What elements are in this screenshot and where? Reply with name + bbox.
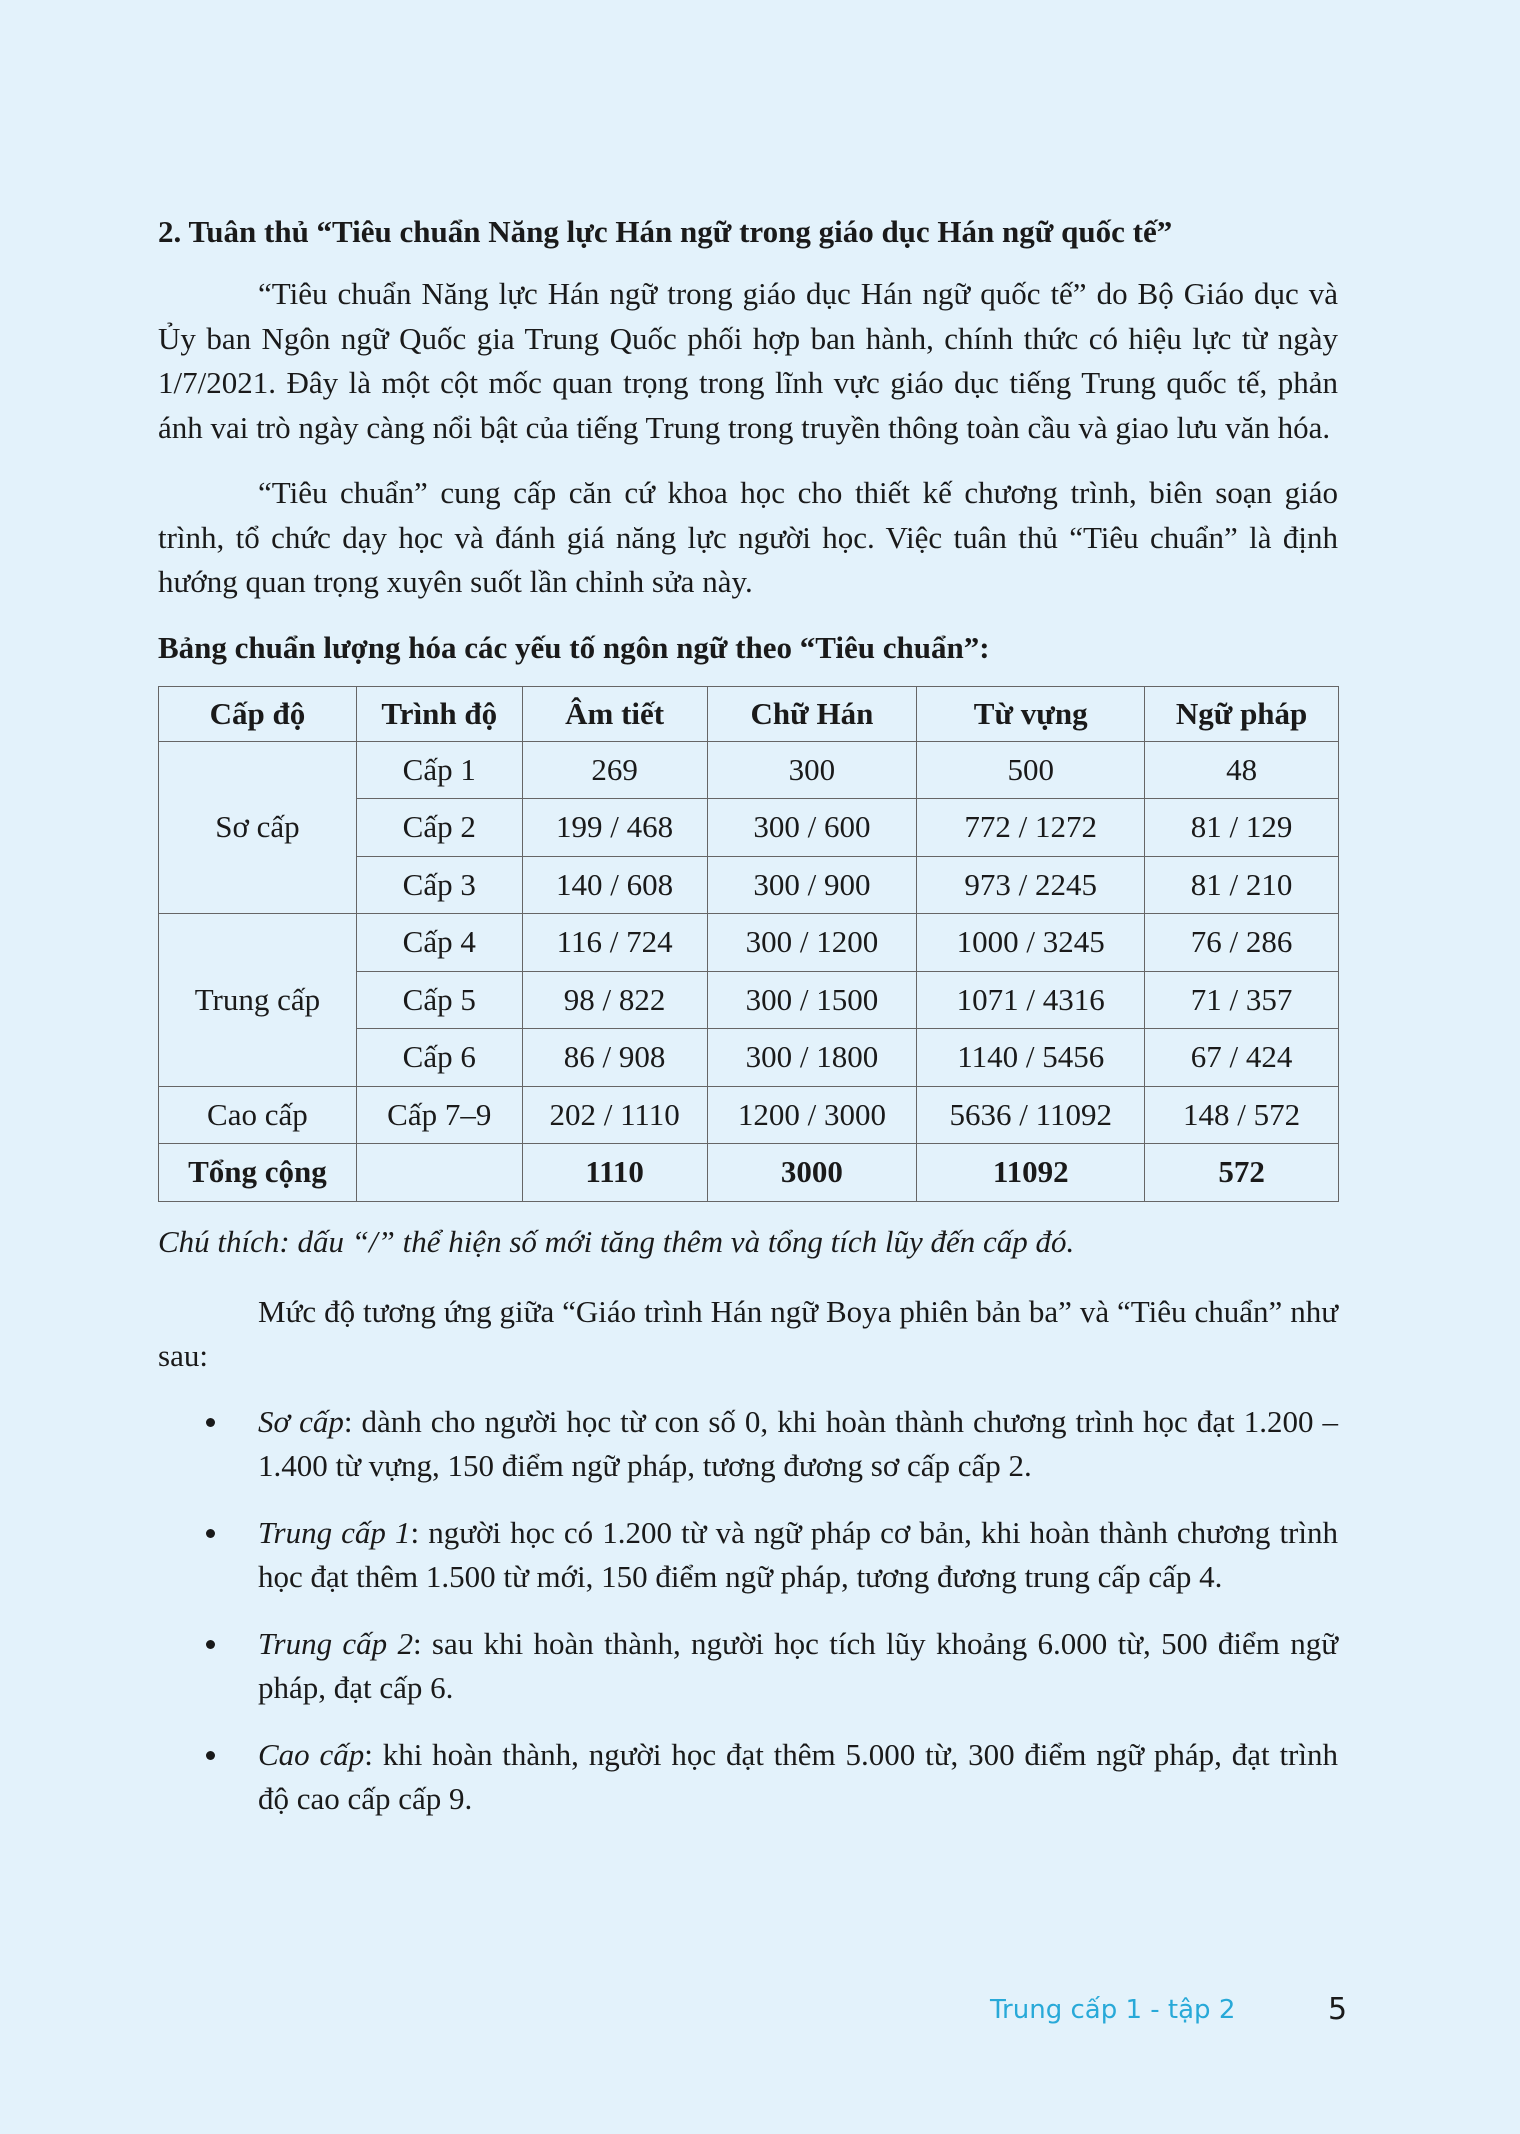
level-list <box>158 1400 1338 1822</box>
bullet-icon <box>206 1418 215 1427</box>
standard-paragraph: “Tiêu chuẩn” cung cấp căn cứ khoa học cho thiết kế chương trình, biên soạn giáo trình, tổ chức dạy học và đánh giá năng lực người học. Việc tuân thủ “Tiêu chuẩn” là định hướng quan trọng xuyên suốt lần chỉnh sửa này. <box>158 475 1338 599</box>
table-cell: 1071 / 4316 <box>917 971 1145 1029</box>
table-cell: 71 / 357 <box>1145 971 1339 1029</box>
table-cell: 1140 / 5456 <box>917 1029 1145 1087</box>
list-item <box>158 1511 1338 1600</box>
table-cell: 5636 / 11092 <box>917 1086 1145 1144</box>
table-cell: 199 / 468 <box>522 799 707 857</box>
table-cell: 572 <box>1145 1144 1339 1202</box>
list-item <box>158 1622 1338 1711</box>
total-row <box>159 1144 1339 1202</box>
table-cell: 300 / 1500 <box>707 971 917 1029</box>
table-cell: 1000 / 3245 <box>917 914 1145 972</box>
bullet-icon <box>206 1529 215 1538</box>
table-row <box>159 741 1339 799</box>
table-cell: 300 <box>707 741 917 799</box>
table-row <box>159 1086 1339 1144</box>
list-item-text: : dành cho người học từ con số 0, khi hoàn thành chương trình học đạt 1.200 – 1.400 từ vựng, 150 điểm ngữ pháp, tương đương sơ cấp cấp 2. <box>258 1403 1338 1483</box>
table-cell: Cấp 4 <box>356 914 522 972</box>
table-cell: 76 / 286 <box>1145 914 1339 972</box>
header-cell: Âm tiết <box>522 686 707 741</box>
group-cell: Cao cấp <box>159 1086 357 1144</box>
header-cell: Trình độ <box>356 686 522 741</box>
table-cell: 81 / 210 <box>1145 856 1339 914</box>
list-item-label: Sơ cấp <box>258 1403 344 1439</box>
table-cell: 98 / 822 <box>522 971 707 1029</box>
table-title: Bảng chuẩn lượng hóa các yếu tố ngôn ngữ theo “Tiêu chuẩn”: <box>158 629 990 665</box>
table-cell: 11092 <box>917 1144 1145 1202</box>
header-cell: Cấp độ <box>159 686 357 741</box>
table-cell: Cấp 6 <box>356 1029 522 1087</box>
bullet-icon <box>206 1751 215 1760</box>
table-cell: 202 / 1110 <box>522 1086 707 1144</box>
group-cell: Trung cấp <box>159 914 357 1087</box>
group-cell: Sơ cấp <box>159 741 357 914</box>
list-item <box>158 1733 1338 1822</box>
table-note: Chú thích: dấu “/” thể hiện số mới tăng thêm và tổng tích lũy đến cấp đó. <box>158 1223 1075 1259</box>
header-cell: Chữ Hán <box>707 686 917 741</box>
quantification-table <box>158 686 1339 1202</box>
table-cell: Cấp 1 <box>356 741 522 799</box>
table-cell: 500 <box>917 741 1145 799</box>
list-item-label: Trung cấp 2 <box>258 1625 413 1661</box>
table-cell: 3000 <box>707 1144 917 1202</box>
table-cell: 48 <box>1145 741 1339 799</box>
table-cell: 140 / 608 <box>522 856 707 914</box>
list-item-text: : người học có 1.200 từ và ngữ pháp cơ bản, khi hoàn thành chương trình học đạt thêm 1.500 từ mới, 150 điểm ngữ pháp, tương đương trung cấp cấp 4. <box>258 1514 1338 1594</box>
list-item-text: : khi hoàn thành, người học đạt thêm 5.000 từ, 300 điểm ngữ pháp, đạt trình độ cao cấp cấp 9. <box>258 1736 1338 1816</box>
table-cell: 81 / 129 <box>1145 799 1339 857</box>
table-cell: 772 / 1272 <box>917 799 1145 857</box>
list-item <box>158 1400 1338 1489</box>
table-cell: Cấp 7–9 <box>356 1086 522 1144</box>
table-cell: Cấp 5 <box>356 971 522 1029</box>
table-cell: 300 / 900 <box>707 856 917 914</box>
table-cell: 86 / 908 <box>522 1029 707 1087</box>
bullet-icon <box>206 1640 215 1649</box>
table-cell: 269 <box>522 741 707 799</box>
table-cell: 1200 / 3000 <box>707 1086 917 1144</box>
table-cell: 148 / 572 <box>1145 1086 1339 1144</box>
table-cell: 300 / 1800 <box>707 1029 917 1087</box>
list-item-label: Cao cấp <box>258 1736 365 1772</box>
table-cell: 300 / 600 <box>707 799 917 857</box>
page-content <box>158 210 1338 1844</box>
list-item-text: : sau khi hoàn thành, người học tích lũy khoảng 6.000 từ, 500 điểm ngữ pháp, đạt cấp 6. <box>258 1625 1338 1705</box>
footer-book-title: Trung cấp 1 - tập 2 <box>990 1995 1236 2025</box>
table-cell: Cấp 3 <box>356 856 522 914</box>
table-cell: 116 / 724 <box>522 914 707 972</box>
page-number: 5 <box>1328 1992 1348 2027</box>
header-cell: Ngữ pháp <box>1145 686 1339 741</box>
table-cell: 973 / 2245 <box>917 856 1145 914</box>
list-item-label: Trung cấp 1 <box>258 1514 411 1550</box>
total-label: Tổng cộng <box>159 1144 357 1202</box>
table-cell <box>356 1144 522 1202</box>
table-row <box>159 914 1339 972</box>
table-cell: 1110 <box>522 1144 707 1202</box>
table-cell: Cấp 2 <box>356 799 522 857</box>
header-cell: Từ vựng <box>917 686 1145 741</box>
correspondence-paragraph: Mức độ tương ứng giữa “Giáo trình Hán ngữ Boya phiên bản ba” và “Tiêu chuẩn” như sau: <box>158 1293 1338 1373</box>
intro-paragraph: “Tiêu chuẩn Năng lực Hán ngữ trong giáo dục Hán ngữ quốc tế” do Bộ Giáo dục và Ủy ban Ngôn ngữ Quốc gia Trung Quốc phối hợp ban hành, chính thức có hiệu lực từ ngày 1/7/2021. Đây là một cột mốc quan trọng trong lĩnh vực giáo dục tiếng Trung quốc tế, phản ánh vai trò ngày càng nổi bật của tiếng Trung trong truyền thông toàn cầu và giao lưu văn hóa. <box>158 276 1338 445</box>
table-cell: 300 / 1200 <box>707 914 917 972</box>
section-heading: 2. Tuân thủ “Tiêu chuẩn Năng lực Hán ngữ trong giáo dục Hán ngữ quốc tế” <box>158 214 1173 249</box>
table-header-row <box>159 686 1339 741</box>
table-cell: 67 / 424 <box>1145 1029 1339 1087</box>
